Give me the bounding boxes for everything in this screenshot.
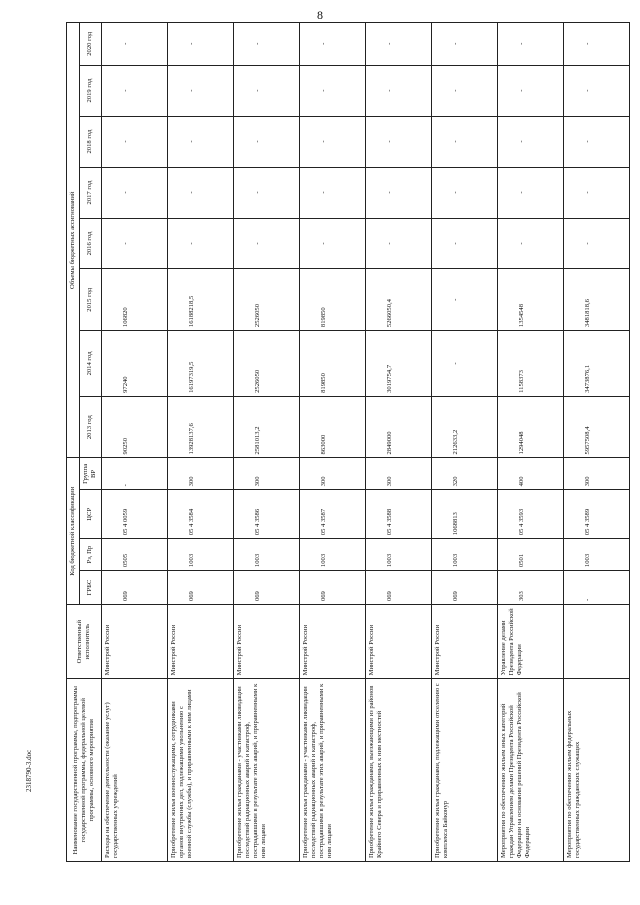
row-rzpr: 1003: [299, 539, 365, 571]
row-value: 3019754,7: [365, 331, 431, 397]
row-value: -: [167, 116, 233, 167]
row-value: 3473876,1: [563, 331, 629, 397]
row-value: 1294048: [497, 396, 563, 458]
row-value: -: [299, 218, 365, 269]
header-code-group: Код бюджетной классификации: [67, 458, 80, 605]
row-value: 90250: [101, 396, 167, 458]
row-name: Приобретение жилья гражданами, подлежащими отселению с комплекса Байконур: [431, 679, 497, 862]
row-name: Приобретение жилья гражданами, выезжающими из районов Крайнего Севера и приравненных к ним местностей: [365, 679, 431, 862]
row-value: 16197319,5: [167, 331, 233, 397]
header-year: 2014 год: [80, 331, 101, 397]
header-csr: ЦСР: [80, 490, 101, 539]
row-value: 212633,2: [431, 396, 497, 458]
table-row: [299, 23, 365, 862]
row-value: 16188218,5: [167, 269, 233, 331]
table-row: [563, 23, 629, 862]
row-name: Приобретение жилья гражданами - участниками ликвидации последствий радиационных аварий и катастроф, пострадавшими в результате этих аварий, и приравненными к ним лицами: [299, 679, 365, 862]
header-vr: Группа ВР: [80, 458, 101, 490]
row-value: -: [233, 65, 299, 116]
row-value: -: [431, 331, 497, 397]
header-row-1: [67, 23, 80, 862]
file-name: 2318790-3.doc: [25, 749, 33, 792]
row-value: -: [431, 116, 497, 167]
row-value: -: [167, 167, 233, 218]
row-value: -: [299, 23, 365, 66]
row-value: -: [497, 65, 563, 116]
row-value: -: [299, 116, 365, 167]
row-value: -: [497, 167, 563, 218]
row-value: -: [563, 65, 629, 116]
page-number: 8: [317, 8, 323, 22]
row-csr: 05 4 3587: [299, 490, 365, 539]
row-value: 2526050: [233, 331, 299, 397]
row-csr: 05 4 3593: [497, 490, 563, 539]
row-csr: 05 4 3589: [563, 490, 629, 539]
row-csr: 1068813: [431, 490, 497, 539]
row-rzpr: 1003: [365, 539, 431, 571]
row-value: -: [563, 218, 629, 269]
row-value: 819850: [299, 269, 365, 331]
row-value: -: [101, 218, 167, 269]
header-name: Наименование государственной программы, подпрограммы государственной программы, федеральной целевой программы, основного мероприятия: [67, 679, 102, 862]
row-grbs: 069: [365, 571, 431, 605]
row-value: 1354548: [497, 269, 563, 331]
row-value: 863000: [299, 396, 365, 458]
row-value: -: [233, 218, 299, 269]
row-value: 13928137,6: [167, 396, 233, 458]
header-year: 2020 год: [80, 23, 101, 66]
row-grbs: 069: [101, 571, 167, 605]
row-value: 97240: [101, 331, 167, 397]
row-name: Мероприятия по обеспечению жильем федеральных государственных гражданских служащих: [563, 679, 629, 862]
row-grbs: 069: [299, 571, 365, 605]
row-value: -: [431, 269, 497, 331]
table-row: [101, 23, 167, 862]
row-executor: Минстрой России: [167, 605, 233, 679]
row-value: -: [101, 23, 167, 66]
row-executor: [563, 605, 629, 679]
row-value: -: [101, 116, 167, 167]
row-name: Приобретение жилья военнослужащими, сотрудниками органов внутренних дел, подлежащими увольнению с военной службы (службы), и приравненными к ним лицами: [167, 679, 233, 862]
row-value: -: [233, 167, 299, 218]
row-value: -: [167, 218, 233, 269]
row-value: 5957508,4: [563, 396, 629, 458]
header-year: 2016 год: [80, 218, 101, 269]
rotated-table-container: [66, 22, 616, 862]
row-value: -: [431, 167, 497, 218]
row-executor: Минстрой России: [365, 605, 431, 679]
row-value: -: [101, 65, 167, 116]
row-grbs: 069: [167, 571, 233, 605]
row-value: -: [563, 167, 629, 218]
row-value: 1158373: [497, 331, 563, 397]
row-vr: -: [101, 458, 167, 490]
row-vr: 400: [497, 458, 563, 490]
row-value: 106820: [101, 269, 167, 331]
row-value: -: [233, 116, 299, 167]
budget-table: [66, 22, 630, 862]
row-vr: 300: [167, 458, 233, 490]
row-executor: Минстрой России: [101, 605, 167, 679]
row-executor: Минстрой России: [299, 605, 365, 679]
row-vr: 320: [431, 458, 497, 490]
row-value: 2526050: [233, 269, 299, 331]
row-value: 819850: [299, 331, 365, 397]
header-year: 2015 год: [80, 269, 101, 331]
row-executor: Управление делами Президента Российской Федерации: [497, 605, 563, 679]
row-value: -: [497, 23, 563, 66]
row-value: -: [497, 218, 563, 269]
header-grbs: ГРБС: [80, 571, 101, 605]
row-vr: 300: [365, 458, 431, 490]
row-value: -: [365, 23, 431, 66]
header-executor: Ответственный исполнитель: [67, 605, 102, 679]
row-value: -: [431, 23, 497, 66]
table-row: [497, 23, 563, 862]
row-value: -: [497, 116, 563, 167]
row-rzpr: 0505: [101, 539, 167, 571]
table-row: [167, 23, 233, 862]
row-value: -: [167, 65, 233, 116]
row-csr: 05 4 3588: [365, 490, 431, 539]
row-value: -: [101, 167, 167, 218]
row-name: Мероприятия по обеспечению жильем иных категорий граждан Управлением делами Президента Российской Федерации на основании решений Президента Российской Федерации: [497, 679, 563, 862]
row-value: -: [431, 218, 497, 269]
row-value: 2849000: [365, 396, 431, 458]
row-name: Расходы на обеспечение деятельности (оказание услуг) государственных учреждений: [101, 679, 167, 862]
row-rzpr: 1003: [233, 539, 299, 571]
row-value: 2581013,2: [233, 396, 299, 458]
row-value: -: [365, 116, 431, 167]
row-grbs: 069: [431, 571, 497, 605]
row-grbs: 069: [233, 571, 299, 605]
table-row: [365, 23, 431, 862]
row-value: -: [431, 65, 497, 116]
row-value: -: [563, 116, 629, 167]
row-value: -: [365, 167, 431, 218]
row-executor: Минстрой России: [233, 605, 299, 679]
header-year: 2019 год: [80, 65, 101, 116]
row-vr: 300: [299, 458, 365, 490]
row-value: -: [167, 23, 233, 66]
row-grbs: 303: [497, 571, 563, 605]
row-name: Приобретение жилья гражданами - участниками ликвидации последствий радиационных аварий и катастроф, пострадавшими в результате этих аварий, и приравненными к ним лицами: [233, 679, 299, 862]
row-csr: 05 4 3584: [167, 490, 233, 539]
row-value: -: [563, 23, 629, 66]
row-rzpr: 1003: [167, 539, 233, 571]
row-value: -: [365, 218, 431, 269]
row-value: -: [299, 65, 365, 116]
row-vr: 300: [233, 458, 299, 490]
header-year: 2018 год: [80, 116, 101, 167]
header-year: 2017 год: [80, 167, 101, 218]
row-rzpr: 1003: [563, 539, 629, 571]
row-csr: 05 4 0059: [101, 490, 167, 539]
header-volumes-group: Объемы бюджетных ассигнований: [67, 23, 80, 458]
row-value: -: [233, 23, 299, 66]
row-value: 3481818,6: [563, 269, 629, 331]
table-row: [233, 23, 299, 862]
header-year: 2013 год: [80, 396, 101, 458]
row-rzpr: 0501: [497, 539, 563, 571]
header-rzpr: Рз, Пр: [80, 539, 101, 571]
table-row: [431, 23, 497, 862]
row-vr: 300: [563, 458, 629, 490]
row-rzpr: 1003: [431, 539, 497, 571]
row-value: -: [299, 167, 365, 218]
row-grbs: -: [563, 571, 629, 605]
row-executor: Минстрой России: [431, 605, 497, 679]
row-value: -: [365, 65, 431, 116]
row-csr: 05 4 3586: [233, 490, 299, 539]
row-value: 5266050,4: [365, 269, 431, 331]
